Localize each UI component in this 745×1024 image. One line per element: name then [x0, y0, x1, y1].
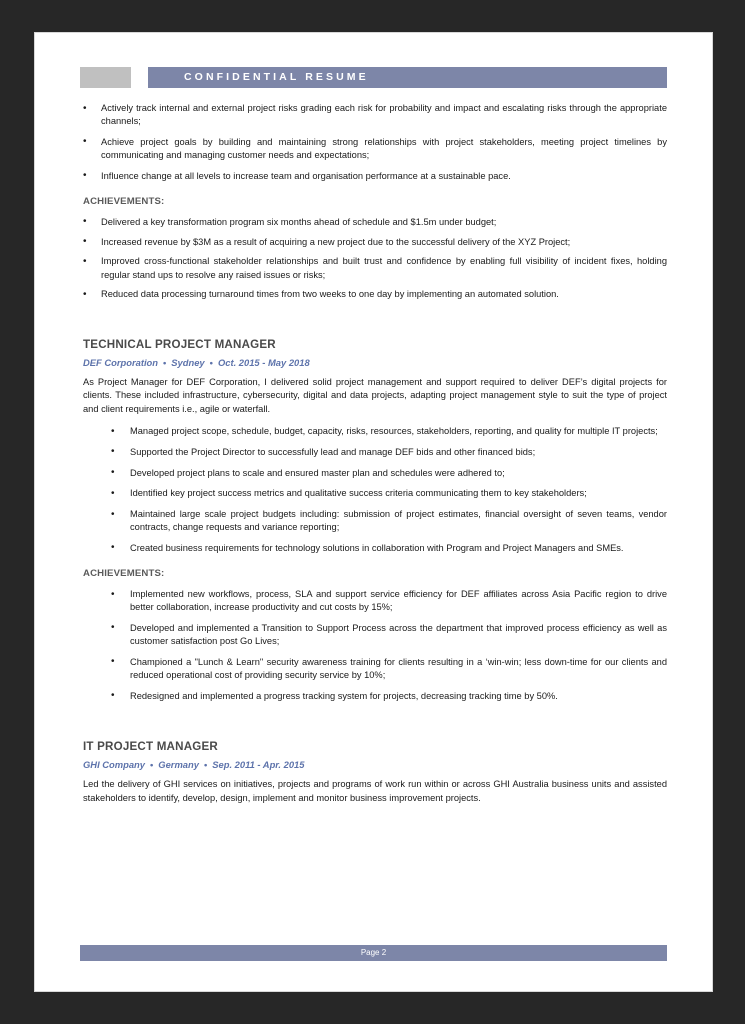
list-item: • Managed project scope, schedule, budget, capacity, risks, resources, stakeholders, reporting, and quality for multiple IT projects;: [80, 425, 667, 438]
section-spacer: [80, 308, 667, 338]
achievements-list-2: [80, 588, 667, 703]
list-item: • Influence change at all levels to increase team and organisation performance at a sustainable pace.: [80, 170, 667, 183]
list-item: • Developed and implemented a Transition to Support Process across the department that improved process efficiency as well as customer satisfaction post Go Lives;: [80, 622, 667, 648]
achievements-heading: ACHIEVEMENTS:: [83, 195, 165, 207]
job-meta-it-project-manager: [83, 759, 667, 770]
confidential-banner: [148, 67, 667, 88]
page-footer-bar: [80, 945, 667, 961]
job-summary-it-project-manager: Led the delivery of GHI services on initiatives, projects and programs of work run within or across GHI Australia business units and assisted stakeholders to identify, develop, design, implement and monitor business improvement projects.: [83, 779, 667, 803]
resume-page: [35, 33, 712, 991]
page-number-label: Page 2: [360, 948, 387, 957]
document-header: [80, 67, 667, 89]
top-responsibilities-list: [80, 102, 667, 183]
job-meta-technical-project-manager: [83, 357, 667, 368]
list-item: • Maintained large scale project budgets including: submission of project estimates, financial oversight of seven teams, vendor contracts, change requests and variance reporting;: [80, 508, 667, 534]
bullet-separator-icon: •: [163, 356, 167, 368]
job-company: GHI Company: [83, 759, 145, 771]
list-item: • Developed project plans to scale and ensured master plan and schedules were adhered to;: [80, 467, 667, 480]
job-title-technical-project-manager: TECHNICAL PROJECT MANAGER: [83, 337, 276, 351]
job-summary-technical-project-manager: As Project Manager for DEF Corporation, I delivered solid project management and support required to deliver DEF’s digital projects for clients. These included infrastructure, cybersecurity, digital and data projects, adapting project management style to suit the type of project and client requirements i.e., agile or waterfall.: [83, 376, 667, 414]
list-item: • Delivered a key transformation program six months ahead of schedule and $1.5m under budget;: [80, 216, 667, 229]
list-item: • Increased revenue by $3M as a result of acquiring a new project due to the successful delivery of the XYZ Project;: [80, 236, 667, 249]
job-dates: Sep. 2011 - Apr. 2015: [212, 759, 305, 771]
list-item: • Implemented new workflows, process, SLA and support service efficiency for DEF affiliates across Asia Pacific region to drive better collaboration, increase productivity and cut costs by 15%;: [80, 588, 667, 614]
list-item: • Reduced data processing turnaround times from two weeks to one day by implementing an automated solution.: [80, 288, 667, 301]
job-dates: Oct. 2015 - May 2018: [217, 356, 310, 368]
page-content-area: [80, 33, 667, 991]
section-spacer: [80, 710, 667, 740]
bullet-separator-icon: •: [150, 759, 154, 771]
job-title-it-project-manager: IT PROJECT MANAGER: [83, 740, 219, 754]
list-item: • Created business requirements for technology solutions in collaboration with Program and Project Managers and SMEs.: [80, 542, 667, 555]
resume-body: [80, 102, 667, 805]
list-item: • Identified key project success metrics and qualitative success criteria communicating them to key stakeholders;: [80, 487, 667, 500]
header-logo-placeholder: [80, 67, 131, 88]
achievements-heading-2: ACHIEVEMENTS:: [83, 568, 165, 580]
list-item: • Achieve project goals by building and maintaining strong relationships with project stakeholders, meeting project timelines by communicating and managing customer needs and expectations;: [80, 136, 667, 162]
list-item: • Championed a "Lunch & Learn" security awareness training for clients resulting in a ‘win-win; less down-time for our clients and reduced operational cost of providing security service by 10%;: [80, 656, 667, 682]
confidential-banner-title: CONFIDENTIAL RESUME: [184, 71, 369, 83]
achievements-list-1: [80, 216, 667, 301]
list-item: • Actively track internal and external project risks grading each risk for probability and impact and escalating risks through the appropriate channels;: [80, 102, 667, 128]
job-location: Sydney: [171, 356, 205, 368]
job-company: DEF Corporation: [83, 356, 158, 368]
job-location: Germany: [158, 759, 199, 771]
list-item: • Redesigned and implemented a progress tracking system for projects, decreasing tracking time by 50%.: [80, 690, 667, 703]
list-item: • Supported the Project Director to successfully lead and manage DEF bids and other financed bids;: [80, 446, 667, 459]
bullet-separator-icon: •: [209, 356, 213, 368]
list-item: • Improved cross-functional stakeholder relationships and built trust and confidence by enabling full visibility of incident fixes, holding regular stand ups to resolve any raised issues or risks;: [80, 255, 667, 281]
bullet-separator-icon: •: [203, 759, 208, 771]
job-duties-list-technical-project-manager: [80, 425, 667, 555]
